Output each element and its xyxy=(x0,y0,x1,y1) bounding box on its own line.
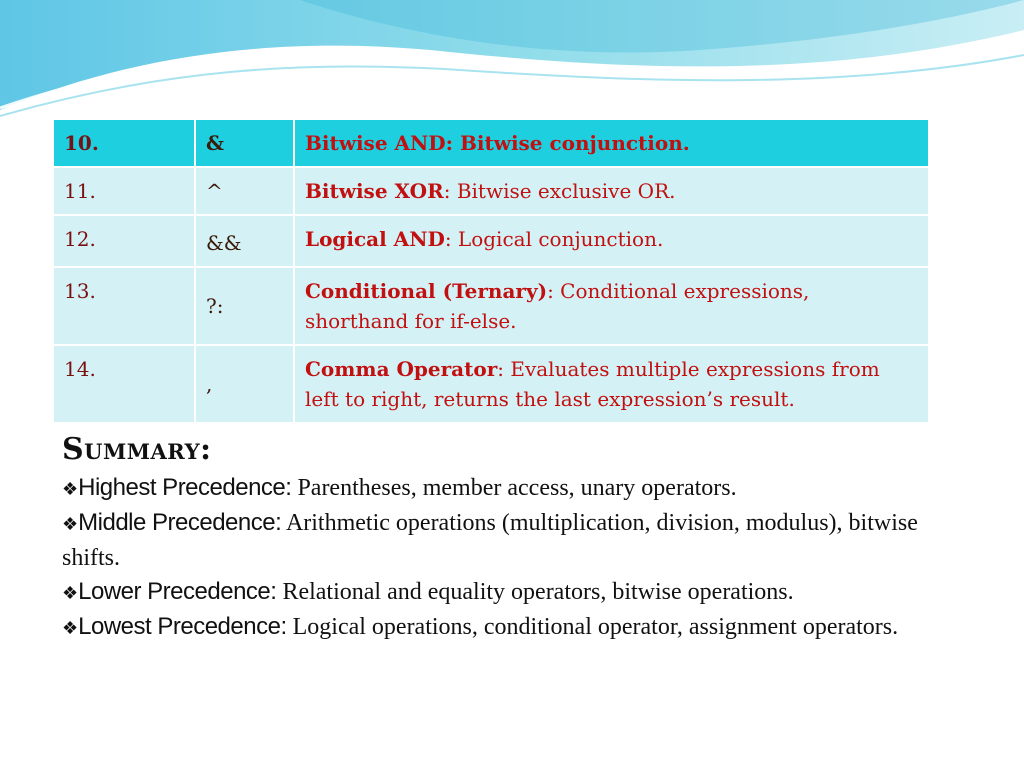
operator-table xyxy=(52,118,930,424)
summary-item xyxy=(62,610,942,645)
operator-symbol: ?: xyxy=(195,267,294,345)
operator-detail: Logical conjunction. xyxy=(451,227,664,251)
summary-item-text: Relational and equality operators, bitwise operations. xyxy=(276,579,794,605)
summary-heading: Summary: xyxy=(62,432,212,467)
operator-term: Bitwise AND: Bitwise conjunction. xyxy=(305,131,690,155)
separator: : xyxy=(443,179,451,203)
row-number: 14. xyxy=(53,345,195,423)
summary-item-label: Lower Precedence: xyxy=(78,578,277,605)
summary-item xyxy=(62,575,942,610)
table-row xyxy=(53,345,929,423)
operator-term: Comma Operator xyxy=(305,357,498,381)
summary-item-label: Highest Precedence: xyxy=(78,474,292,501)
table-row xyxy=(53,119,929,167)
operator-term: Logical AND xyxy=(305,227,445,251)
operator-description xyxy=(294,167,929,215)
operator-symbol: && xyxy=(195,215,294,267)
operator-detail: Evaluates multiple expressions from left to right, returns the last expression’s result. xyxy=(305,357,880,411)
diamond-bullet-icon: ❖ xyxy=(62,583,79,603)
summary-item-label: Lowest Precedence: xyxy=(78,613,287,640)
operator-description xyxy=(294,119,929,167)
summary-item-text: Parentheses, member access, unary operators. xyxy=(291,475,737,501)
operator-description xyxy=(294,215,929,267)
summary-section xyxy=(62,432,942,645)
summary-item xyxy=(62,471,942,506)
row-number: 12. xyxy=(53,215,195,267)
operator-description xyxy=(294,345,929,423)
table-row xyxy=(53,167,929,215)
operator-detail: Conditional expressions, shorthand for if-else. xyxy=(305,279,810,333)
separator: : xyxy=(444,227,452,251)
separator: : xyxy=(547,279,554,303)
diamond-bullet-icon: ❖ xyxy=(62,618,79,638)
operator-detail: Bitwise exclusive OR. xyxy=(450,179,676,203)
table-row xyxy=(53,215,929,267)
table-row xyxy=(53,267,929,345)
row-number: 10. xyxy=(53,119,195,167)
operator-symbol: ^ xyxy=(195,167,294,215)
summary-item-text: Logical operations, conditional operator, assignment operators. xyxy=(286,614,899,640)
summary-item xyxy=(62,506,942,575)
row-number: 11. xyxy=(53,167,195,215)
separator: : xyxy=(497,357,504,381)
summary-item-label: Middle Precedence: xyxy=(78,509,282,536)
summary-item-text: Arithmetic operations (multiplication, division, modulus), bitwise shifts. xyxy=(62,510,918,571)
operator-term: Conditional (Ternary) xyxy=(305,279,548,303)
operator-term: Bitwise XOR xyxy=(305,179,444,203)
diamond-bullet-icon: ❖ xyxy=(62,514,79,534)
diamond-bullet-icon: ❖ xyxy=(62,479,79,499)
operator-description xyxy=(294,267,929,345)
operator-symbol: , xyxy=(195,345,294,423)
header-wave-decoration xyxy=(0,0,1024,120)
row-number: 13. xyxy=(53,267,195,345)
operator-symbol: & xyxy=(195,119,294,167)
